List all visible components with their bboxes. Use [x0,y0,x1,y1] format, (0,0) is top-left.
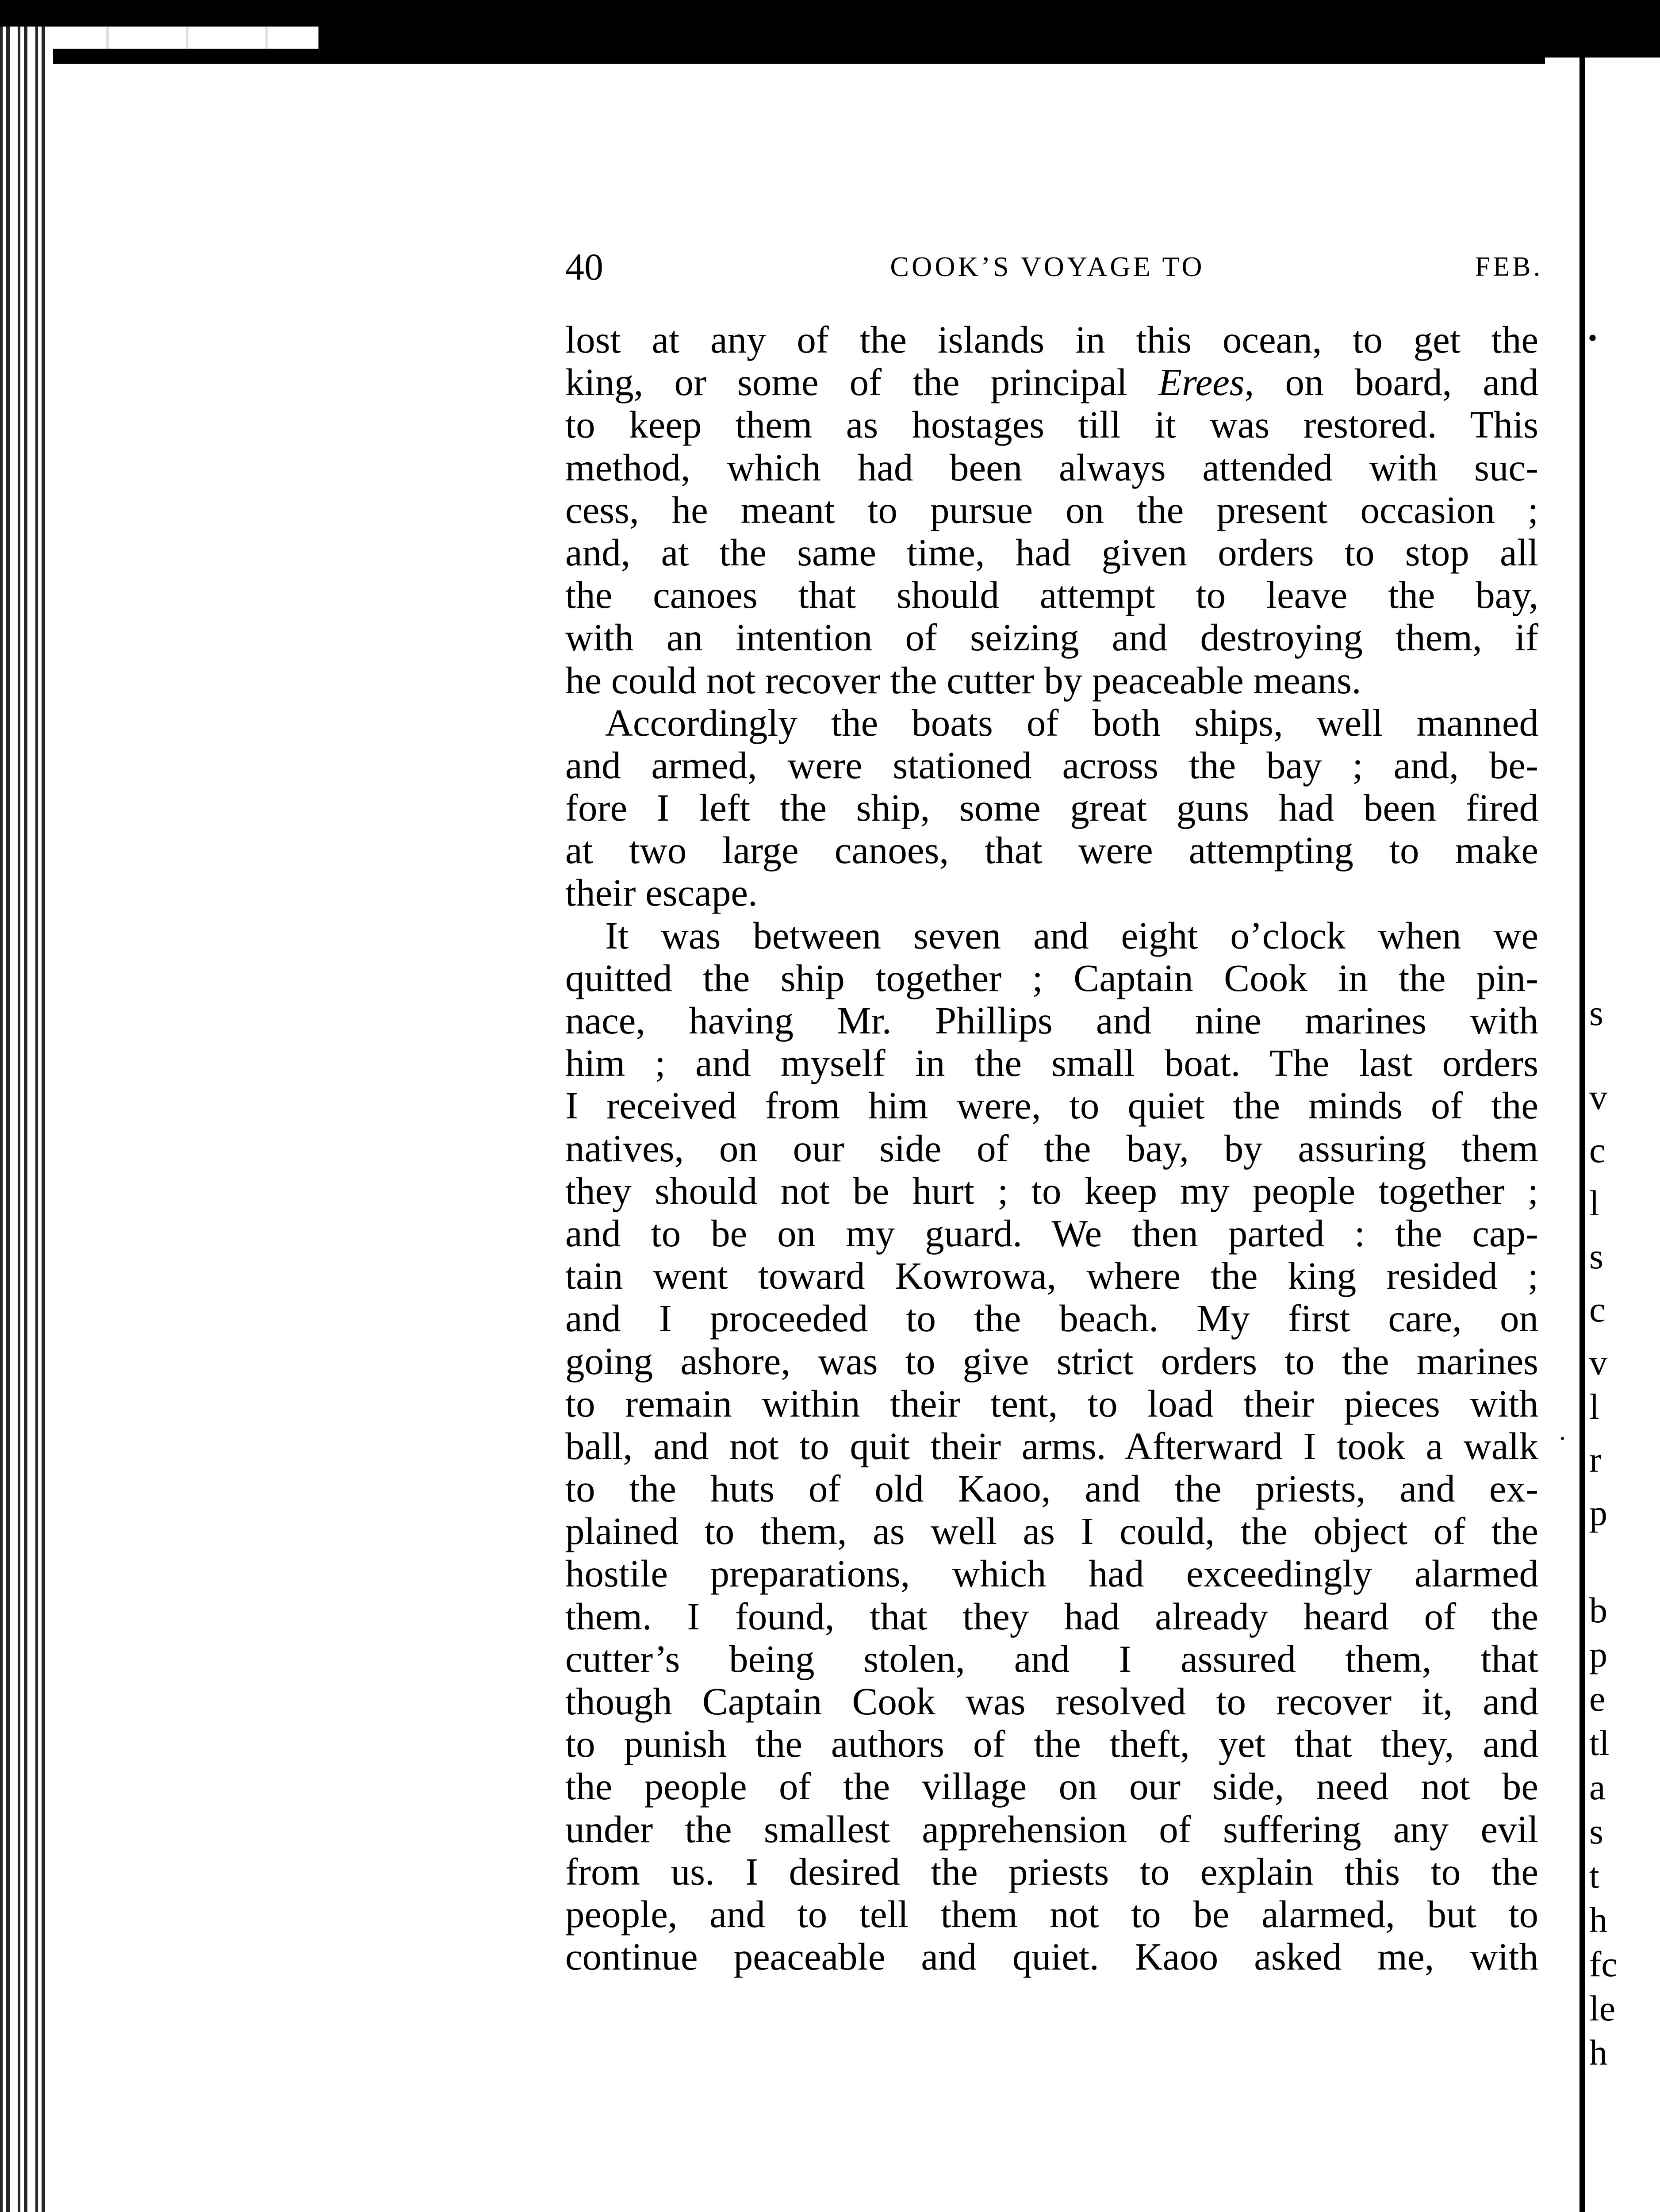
right-adjacent-page-edge [1545,58,1660,2212]
page-header [565,242,1543,291]
body-text [565,319,1538,1978]
text-line: they should not be hurt ; to keep my people together ; [565,1169,1538,1212]
text-line: and, at the same time, had given orders to stop all [565,530,1538,574]
text-line: with an intention of seizing and destroying them, if [565,616,1538,659]
paragraph [565,914,1538,1978]
text-line: to remain within their tent, to load their pieces with [565,1382,1538,1425]
adjacent-fragment: s [1589,1811,1603,1851]
paragraph [565,319,1538,702]
text-line: people, and to tell them not to be alarmed, but to [565,1892,1538,1936]
text-line: to keep them as hostages till it was restored. This [565,403,1538,446]
text-line: though Captain Cook was resolved to recover it, and [565,1680,1538,1723]
adjacent-fragment: r [1589,1440,1602,1480]
text-line: king, or some of the principal Erees, on board, and [565,361,1538,404]
adjacent-fragment: e [1589,1678,1606,1719]
text-line: Accordingly the boats of both ships, well manned [605,701,1538,744]
text-line: lost at any of the islands in this ocean, to get the [565,318,1538,361]
adjacent-fragment: s [1589,993,1603,1033]
text-line: I received from him were, to quiet the minds of the [565,1084,1538,1127]
text-line: ball, and not to quit their arms. Afterward I took a walk [565,1424,1538,1467]
text-line: and I proceeded to the beach. My first care, on [565,1297,1538,1340]
adjacent-fragment: s [1589,1236,1603,1276]
text-line: continue peaceable and quiet. Kaoo asked me, with [565,1935,1538,1978]
adjacent-fragment: v [1589,1077,1607,1117]
adjacent-fragment: h [1589,1900,1607,1940]
adjacent-fragment: fc [1589,1944,1618,1984]
page-number: 40 [565,246,603,288]
text-line: tain went toward Kowrowa, where the king resided ; [565,1254,1538,1298]
adjacent-fragment: c [1589,1289,1606,1329]
adjacent-fragment: le [1589,1988,1616,2028]
adjacent-fragment: v [1589,1342,1607,1382]
adjacent-fragment: h [1589,2032,1607,2073]
running-title: COOK’S VOYAGE TO [890,251,1205,282]
text-line: under the smallest apprehension of suffering any evil [565,1807,1538,1851]
text-line: hostile preparations, which had exceedingly alarmed [565,1552,1538,1595]
text-line: nace, having Mr. Phillips and nine marines with [565,999,1538,1042]
text-line: them. I found, that they had already heard of the [565,1594,1538,1638]
adjacent-fragment: l [1589,1386,1599,1427]
text-line: to the huts of old Kaoo, and the priests, and ex- [565,1467,1538,1510]
text-line: fore I left the ship, some great guns had been fired [565,786,1538,830]
text-line: and to be on my guard. We then parted : the cap- [565,1211,1538,1255]
text-line: and armed, were stationed across the bay ; and, be- [565,743,1538,787]
italic-word: Erees [1158,361,1245,404]
text-line: It was between seven and eight o’clock when we [605,914,1538,957]
text-line: natives, on our side of the bay, by assuring them [565,1126,1538,1170]
adjacent-page-peek [1585,58,1660,2212]
text-line: from us. I desired the priests to explain this to the [565,1850,1538,1893]
adjacent-fragment: a [1589,1767,1606,1807]
adjacent-fragment: t [1589,1855,1599,1896]
adjacent-fragment: l [1589,1183,1599,1223]
paragraph [565,702,1538,914]
adjacent-fragment: b [1589,1590,1607,1630]
adjacent-fragment: tl [1589,1723,1610,1763]
text-line: to punish the authors of the theft, yet that they, and [565,1722,1538,1766]
text-line: plained to them, as well as I could, the object of the [565,1509,1538,1553]
text-line: at two large canoes, that were attempting to make [565,829,1538,872]
text-line: quitted the ship together ; Captain Cook in the pin- [565,956,1538,999]
text-line: him ; and myself in the small boat. The last orders [565,1041,1538,1085]
text-line: cutter’s being stolen, and I assured them, that [565,1637,1538,1680]
adjacent-fragment: p [1589,1493,1607,1533]
running-month: FEB. [1475,252,1543,282]
binding-shadow [0,27,53,2212]
text-line: their escape. [565,871,758,914]
text-line: cess, he meant to pursue on the present occasion ; [565,488,1538,531]
stray-ink-mark: • [1588,323,1598,353]
text-line: he could not recover the cutter by peaceable means. [565,658,1361,702]
text-line: method, which had been always attended with suc- [565,445,1538,489]
adjacent-fragment: p [1589,1634,1607,1674]
text-line: the canoes that should attempt to leave the bay, [565,573,1538,617]
stray-ink-mark: . [1559,1416,1566,1445]
text-line: going ashore, was to give strict orders to the marines [565,1339,1538,1382]
adjacent-fragment: c [1589,1130,1606,1170]
text-line: the people of the village on our side, need not be [565,1765,1538,1808]
